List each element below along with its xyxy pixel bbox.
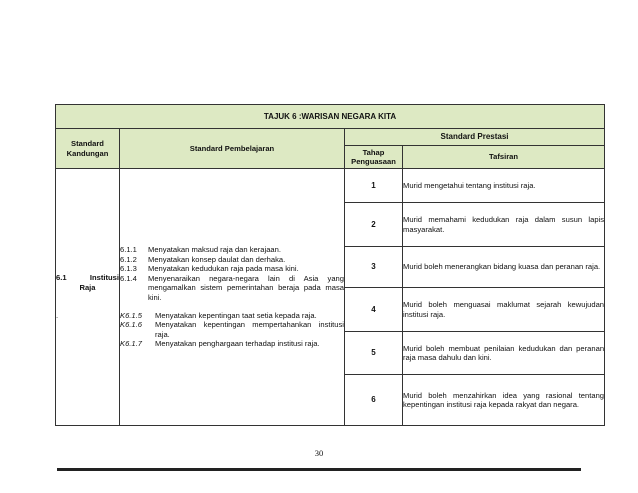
- tahap-cell: 5: [345, 332, 403, 375]
- standard-pembelajaran-cell: [120, 169, 345, 426]
- tahap-cell: 6: [345, 375, 403, 426]
- header-standard-pembelajaran: Standard Pembelajaran: [120, 129, 345, 169]
- standard-item: [120, 255, 344, 264]
- tahap-cell: 2: [345, 203, 403, 247]
- standard-item: [120, 274, 344, 302]
- standard-kandungan-cell: [56, 169, 120, 426]
- tafsiran-cell: Murid boleh menerangkan bidang kuasa dan peranan raja.: [403, 247, 605, 288]
- tahap-cell: 1: [345, 169, 403, 203]
- header-standard-kandungan: Standard Kandungan: [56, 129, 120, 169]
- standard-k-item: [120, 339, 344, 348]
- tafsiran-cell: Murid boleh menzahirkan idea yang rasional tentang kepentingan institusi raja kepada rakyat dan negara.: [403, 375, 605, 426]
- standard-code: 6.1.4: [120, 273, 137, 283]
- standard-kandungan-title-line2: Raja: [79, 282, 96, 292]
- tahap-cell: 3: [345, 247, 403, 288]
- curriculum-table: [55, 104, 605, 426]
- page-number: 30: [314, 448, 324, 458]
- tafsiran-cell: Murid memahami kedudukan raja dalam susun lapis masyarakat.: [403, 203, 605, 247]
- tafsiran-cell: Murid boleh membuat penilaian kedudukan dan peranan raja masa dahulu dan kini.: [403, 332, 605, 375]
- standard-text: Menyatakan konsep daulat dan derhaka.: [148, 254, 286, 264]
- standard-text: Menyatakan kedudukan raja pada masa kini.: [148, 264, 299, 274]
- standard-kandungan-title-line1: Institusi: [89, 273, 119, 283]
- tafsiran-cell: Murid mengetahui tentang institusi raja.: [403, 169, 605, 203]
- header-tafsiran: Tafsiran: [403, 146, 605, 169]
- footer-rule: [57, 468, 581, 471]
- header-tahap-penguasaan: Tahap Penguasaan: [345, 146, 403, 169]
- standard-kandungan-code: 6.1: [56, 273, 67, 283]
- standard-k-item: [120, 311, 344, 320]
- tahap-cell: 4: [345, 288, 403, 332]
- standard-k-code: K6.1.7: [120, 339, 142, 349]
- standard-code: 6.1.1: [120, 245, 137, 255]
- standard-item: [120, 245, 344, 254]
- standard-kandungan-dot: .: [56, 311, 59, 321]
- standard-k-text: Menyatakan penghargaan terhadap institusi raja.: [155, 339, 320, 349]
- standard-k-text: Menyatakan kepentingan mempertahankan institusi raja.: [155, 320, 344, 339]
- header-standard-prestasi: Standard Prestasi: [345, 129, 605, 146]
- table-title: TAJUK 6 :WARISAN NEGARA KITA: [56, 105, 605, 129]
- standard-text: Menyatakan maksud raja dan kerajaan.: [148, 245, 281, 255]
- standard-k-code: K6.1.5: [120, 310, 142, 320]
- standard-k-item: [120, 320, 344, 339]
- standard-text: Menyenaraikan negara-negara lain di Asia yang mengamalkan sistem pemerintahan beraja pada masa kini.: [148, 273, 344, 302]
- standard-item: [120, 264, 344, 273]
- tafsiran-cell: Murid boleh menguasai maklumat sejarah kewujudan institusi raja.: [403, 288, 605, 332]
- standard-code: 6.1.3: [120, 264, 137, 274]
- standard-k-text: Menyatakan kepentingan taat setia kepada raja.: [155, 310, 317, 320]
- standard-k-code: K6.1.6: [120, 320, 142, 330]
- standard-code: 6.1.2: [120, 254, 137, 264]
